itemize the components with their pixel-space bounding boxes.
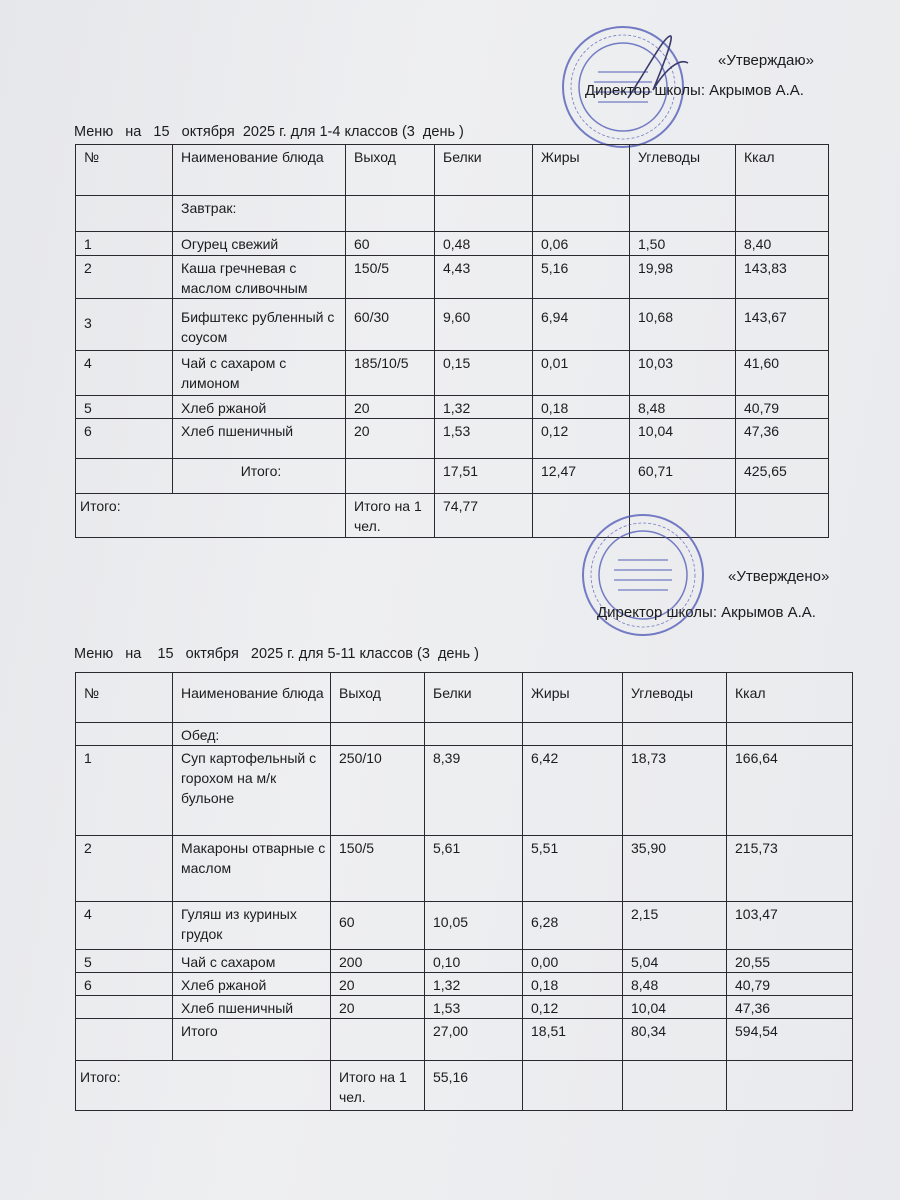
table-row	[76, 396, 829, 419]
cell-protein: 8,39	[425, 746, 523, 836]
subtotal-kcal: 594,54	[727, 1019, 853, 1061]
table-row	[76, 299, 829, 351]
cell-num: 2	[76, 256, 173, 299]
table-row	[76, 746, 853, 836]
header-cell: Белки	[425, 673, 523, 723]
cell-dish: Гуляш из куриных грудок	[173, 902, 331, 950]
table-row	[76, 996, 853, 1019]
cell-fat: 6,42	[523, 746, 623, 836]
header-cell: №	[76, 145, 173, 196]
header-cell: №	[76, 673, 173, 723]
cell-kcal: 143,67	[736, 299, 829, 351]
cell-kcal: 143,83	[736, 256, 829, 299]
meal-label: Обед:	[173, 723, 331, 746]
meal-row	[76, 723, 853, 746]
cell-yield: 20	[346, 396, 435, 419]
table-row	[76, 232, 829, 256]
cell-protein: 0,48	[435, 232, 533, 256]
cell-protein: 1,53	[435, 419, 533, 459]
table-row	[76, 902, 853, 950]
header-cell: Ккал	[736, 145, 829, 196]
cell-yield: 250/10	[331, 746, 425, 836]
cell-yield: 60	[331, 902, 425, 950]
cell-num: 1	[76, 232, 173, 256]
cell-num	[76, 996, 173, 1019]
cell-carbs: 10,04	[623, 996, 727, 1019]
header-cell: Выход	[346, 145, 435, 196]
cell-num: 6	[76, 419, 173, 459]
cell-kcal: 40,79	[736, 396, 829, 419]
cell-kcal: 47,36	[727, 996, 853, 1019]
table-header-row	[76, 673, 853, 723]
header-cell: Жиры	[523, 673, 623, 723]
menu-title: Меню на 15 октября 2025 г. для 1-4 классов (3 день )	[74, 124, 464, 140]
cell-yield: 150/5	[331, 836, 425, 902]
cell-num: 1	[76, 746, 173, 836]
cell-fat: 0,12	[533, 419, 630, 459]
meal-row	[76, 196, 829, 232]
cell-dish: Хлеб пшеничный	[173, 996, 331, 1019]
subtotal-fat: 12,47	[533, 459, 630, 494]
cell-num: 5	[76, 950, 173, 973]
subtotal-row	[76, 1019, 853, 1061]
cell-kcal: 8,40	[736, 232, 829, 256]
meal-label: Завтрак:	[173, 196, 346, 232]
cell-dish: Хлеб ржаной	[173, 973, 331, 996]
total-label: Итого:	[76, 1061, 331, 1111]
header-cell: Углеводы	[630, 145, 736, 196]
cell-dish: Суп картофельный с горохом на м/к бульоне	[173, 746, 331, 836]
total-label: Итого:	[76, 494, 346, 538]
cell-carbs: 5,04	[623, 950, 727, 973]
cell-dish: Чай с сахаром	[173, 950, 331, 973]
cell-yield: 20	[331, 973, 425, 996]
cell-dish: Огурец свежий	[173, 232, 346, 256]
cell-protein: 1,32	[435, 396, 533, 419]
table-row	[76, 351, 829, 396]
cell-fat: 5,51	[523, 836, 623, 902]
director-name: Директор школы: Акрымов А.А.	[585, 82, 804, 99]
cell-num: 4	[76, 351, 173, 396]
cell-yield: 60/30	[346, 299, 435, 351]
cell-protein: 0,10	[425, 950, 523, 973]
header-cell: Углеводы	[623, 673, 727, 723]
cell-dish: Каша гречневая с маслом сливочным	[173, 256, 346, 299]
header-cell: Наименование блюда	[173, 673, 331, 723]
cell-fat: 0,00	[523, 950, 623, 973]
cell-carbs: 10,68	[630, 299, 736, 351]
approval-label: «Утверждаю»	[718, 52, 814, 69]
cell-fat: 5,16	[533, 256, 630, 299]
cell-dish: Хлеб пшеничный	[173, 419, 346, 459]
table-row	[76, 419, 829, 459]
cell-protein: 0,15	[435, 351, 533, 396]
cell-fat: 0,18	[533, 396, 630, 419]
table-row	[76, 950, 853, 973]
total-row	[76, 494, 829, 538]
subtotal-row	[76, 459, 829, 494]
cell-num: 4	[76, 902, 173, 950]
table-header-row	[76, 145, 829, 196]
cell-dish: Макароны отварные с маслом	[173, 836, 331, 902]
subtotal-protein: 27,00	[425, 1019, 523, 1061]
per-person-label: Итого на 1 чел.	[346, 494, 435, 538]
cell-fat: 0,12	[523, 996, 623, 1019]
cell-carbs: 2,15	[623, 902, 727, 950]
header-cell: Жиры	[533, 145, 630, 196]
cell-protein: 10,05	[425, 902, 523, 950]
cell-carbs: 10,03	[630, 351, 736, 396]
cell-yield: 20	[331, 996, 425, 1019]
cell-num: 6	[76, 973, 173, 996]
cell-protein: 4,43	[435, 256, 533, 299]
subtotal-protein: 17,51	[435, 459, 533, 494]
cell-fat: 0,01	[533, 351, 630, 396]
cell-yield: 185/10/5	[346, 351, 435, 396]
table-row	[76, 973, 853, 996]
cell-yield: 20	[346, 419, 435, 459]
header-cell: Наименование блюда	[173, 145, 346, 196]
header-cell: Выход	[331, 673, 425, 723]
cell-carbs: 10,04	[630, 419, 736, 459]
cell-dish: Бифштекс рубленный с соусом	[173, 299, 346, 351]
cell-carbs: 1,50	[630, 232, 736, 256]
subtotal-label: Итого	[173, 1019, 331, 1061]
cell-kcal: 47,36	[736, 419, 829, 459]
cell-carbs: 8,48	[630, 396, 736, 419]
per-person-cost: 74,77	[435, 494, 533, 538]
subtotal-kcal: 425,65	[736, 459, 829, 494]
cell-fat: 0,18	[523, 973, 623, 996]
cell-dish: Хлеб ржаной	[173, 396, 346, 419]
cell-yield: 200	[331, 950, 425, 973]
subtotal-fat: 18,51	[523, 1019, 623, 1061]
cell-dish: Чай с сахаром с лимоном	[173, 351, 346, 396]
cell-kcal: 215,73	[727, 836, 853, 902]
cell-kcal: 103,47	[727, 902, 853, 950]
cell-fat: 6,28	[523, 902, 623, 950]
table-row	[76, 836, 853, 902]
subtotal-label: Итого:	[173, 459, 346, 494]
cell-protein: 1,53	[425, 996, 523, 1019]
header-cell: Ккал	[727, 673, 853, 723]
cell-num: 2	[76, 836, 173, 902]
cell-fat: 6,94	[533, 299, 630, 351]
cell-carbs: 35,90	[623, 836, 727, 902]
cell-protein: 1,32	[425, 973, 523, 996]
per-person-label: Итого на 1 чел.	[331, 1061, 425, 1111]
cell-protein: 9,60	[435, 299, 533, 351]
director-name: Директор школы: Акрымов А.А.	[597, 604, 816, 621]
cell-kcal: 41,60	[736, 351, 829, 396]
cell-kcal: 166,64	[727, 746, 853, 836]
header-cell: Белки	[435, 145, 533, 196]
subtotal-carbs: 80,34	[623, 1019, 727, 1061]
cell-carbs: 19,98	[630, 256, 736, 299]
menu-title: Меню на 15 октября 2025 г. для 5-11 классов (3 день )	[74, 646, 479, 662]
cell-yield: 150/5	[346, 256, 435, 299]
cell-fat: 0,06	[533, 232, 630, 256]
total-row	[76, 1061, 853, 1111]
subtotal-carbs: 60,71	[630, 459, 736, 494]
menu-table-1-4	[75, 144, 829, 538]
per-person-cost: 55,16	[425, 1061, 523, 1111]
cell-protein: 5,61	[425, 836, 523, 902]
cell-yield: 60	[346, 232, 435, 256]
cell-carbs: 18,73	[623, 746, 727, 836]
cell-num: 3	[76, 299, 173, 351]
table-row	[76, 256, 829, 299]
approval-label: «Утверждено»	[728, 568, 830, 585]
menu-table-5-11	[75, 672, 853, 1111]
cell-kcal: 20,55	[727, 950, 853, 973]
cell-carbs: 8,48	[623, 973, 727, 996]
cell-kcal: 40,79	[727, 973, 853, 996]
cell-num: 5	[76, 396, 173, 419]
